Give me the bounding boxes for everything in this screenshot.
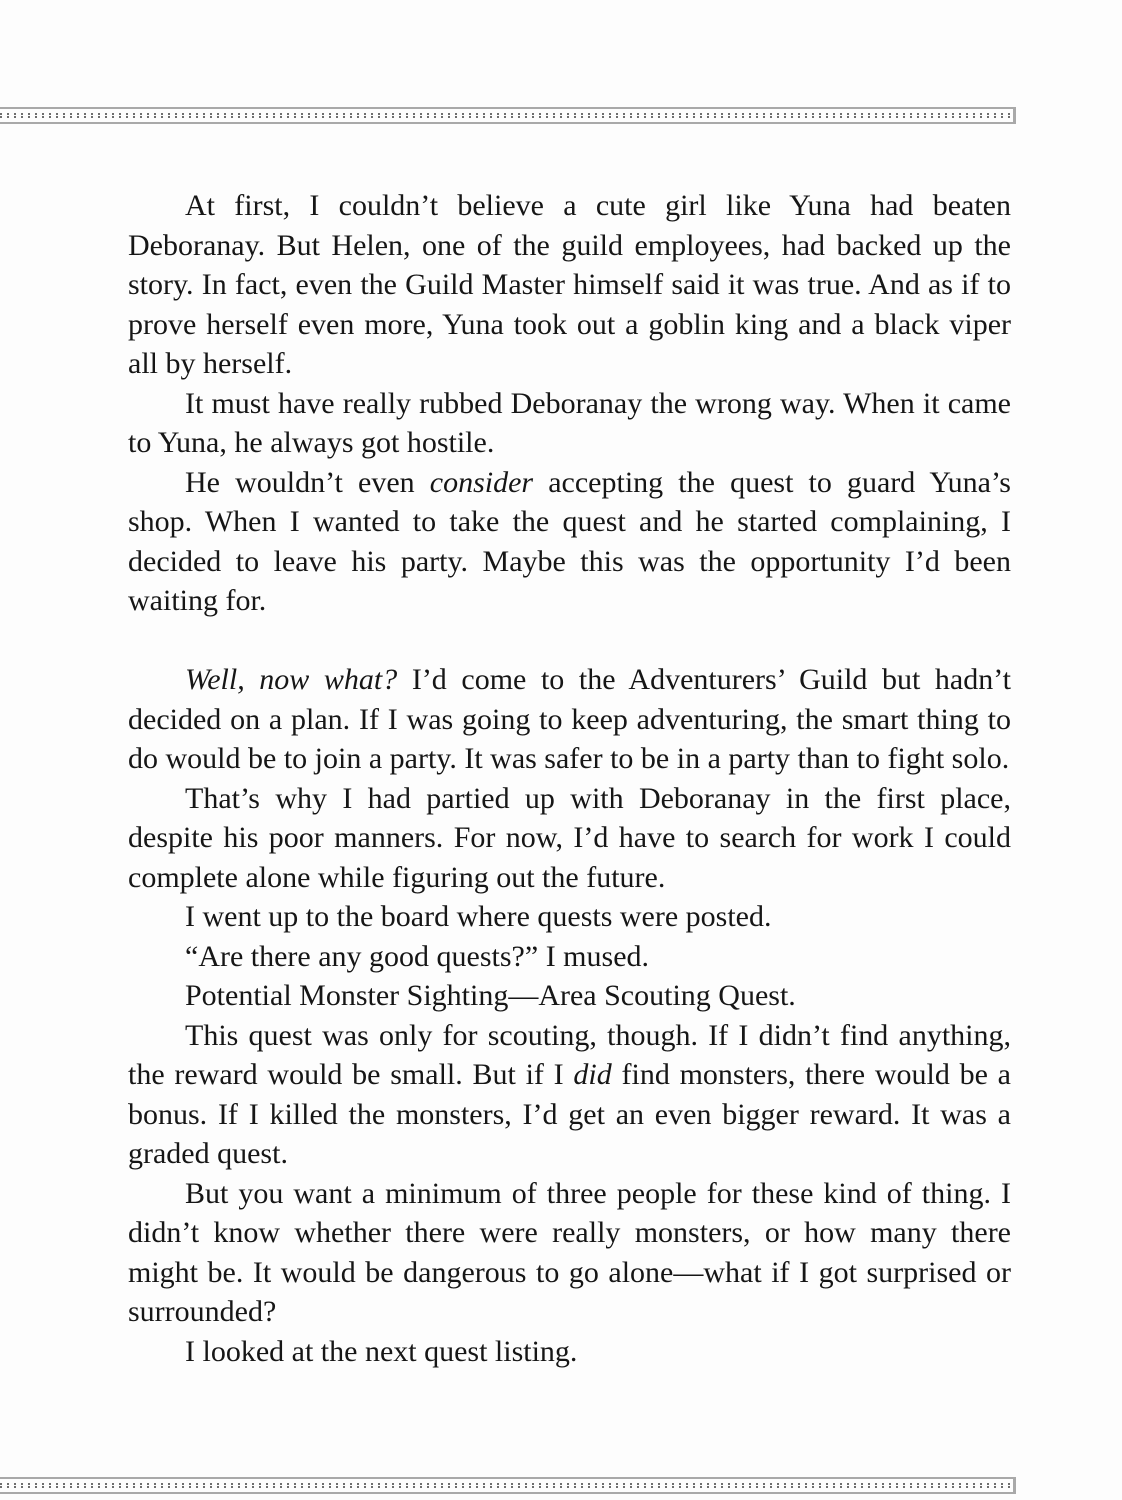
text-run: It must have really rubbed Deboranay the wrong way. When it came to Yuna, he always got hostile. bbox=[128, 386, 1011, 459]
paragraph bbox=[128, 186, 1011, 384]
paragraph bbox=[128, 1332, 1011, 1372]
paragraph bbox=[128, 660, 1011, 779]
text-run: This quest was only for scouting, though. If I didn’t find anything, the reward would be small. But if I bbox=[128, 1018, 1011, 1091]
paragraph bbox=[128, 384, 1011, 463]
text-run: accepting the quest to guard Yuna’s shop. When I wanted to take the quest and he started complaining, I decided to leave his party. Maybe this was the opportunity I’d been waiting for. bbox=[128, 465, 1011, 617]
text-run: That’s why I had partied up with Deboranay in the first place, despite his poor manners. For now, I’d have to search for work I could complete alone while figuring out the future. bbox=[128, 781, 1011, 894]
italic-text-run: did bbox=[573, 1058, 612, 1091]
text-run: I looked at the next quest listing. bbox=[185, 1334, 578, 1368]
text-run: find monsters, there would be a bonus. If I killed the monsters, I’d get an even bigger reward. It was a graded quest. bbox=[128, 1058, 1011, 1170]
text-run: “Are there any good quests?” I mused. bbox=[185, 939, 650, 973]
italic-text-run: Well, now what? bbox=[185, 663, 398, 696]
italic-text-run: consider bbox=[429, 465, 534, 499]
text-run: I went up to the board where quests were posted. bbox=[185, 900, 772, 933]
text-run: Potential Monster Sighting—Area Scouting Quest. bbox=[185, 979, 796, 1012]
text-run: At first, I couldn’t believe a cute girl like Yuna had beaten Deboranay. But Helen, one of the guild employees, had backed up the story. In fact, even the Guild Master himself said it was true. And as if to prove herself even more, Yuna took out a goblin king and a black viper all by herself. bbox=[128, 189, 1011, 380]
paragraph bbox=[128, 1016, 1011, 1174]
paragraph bbox=[128, 463, 1011, 621]
bottom-decorative-border bbox=[0, 1477, 1016, 1494]
paragraph bbox=[128, 779, 1011, 898]
text-run: I’d come to the Adventurers’ Guild but hadn’t decided on a plan. If I was going to keep adventuring, the smart thing to do would be to join a party. It was safer to be in a party than to fight solo. bbox=[128, 663, 1011, 775]
paragraph bbox=[128, 937, 1011, 977]
top-decorative-border bbox=[0, 107, 1016, 124]
paragraph bbox=[128, 976, 1011, 1016]
text-run: He wouldn’t even bbox=[185, 465, 430, 499]
paragraph bbox=[128, 897, 1011, 937]
text-run: But you want a minimum of three people for these kind of thing. I didn’t know whether there were really monsters, or how many there might be. It would be dangerous to go alone—what if I got surprised or surrounded? bbox=[128, 1176, 1011, 1328]
paragraph bbox=[128, 1174, 1011, 1332]
page-text bbox=[128, 186, 1011, 1371]
